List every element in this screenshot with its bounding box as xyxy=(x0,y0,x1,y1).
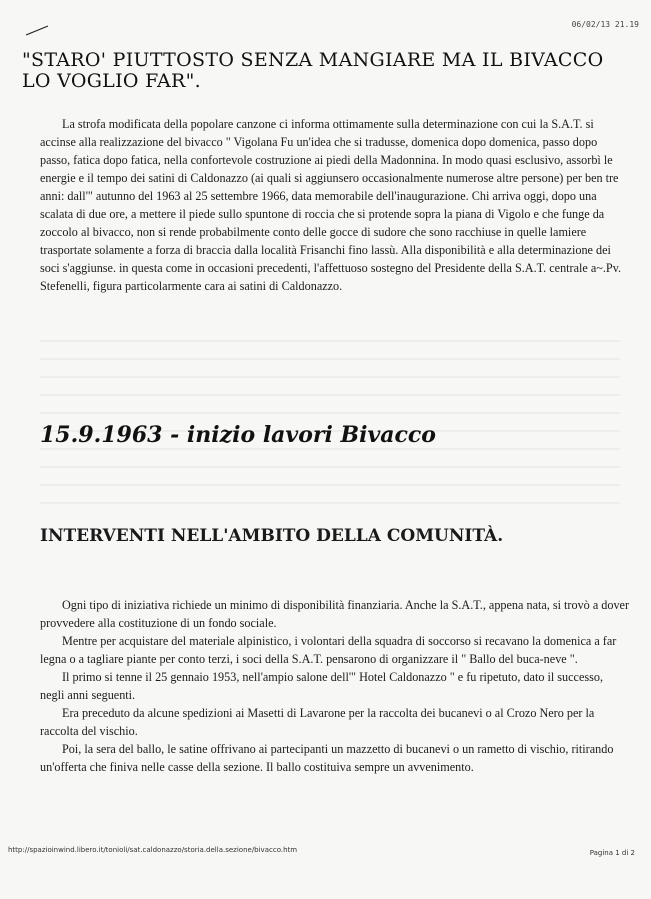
section-body xyxy=(40,596,630,776)
section-paragraph: Poi, la sera del ballo, le satine offrivano ai partecipanti un mazzetto di bucanevi o un rametto di vischio, ritirando un'offerta che finiva nelle casse della sezione. Il ballo costituiva sempre un avvenimento. xyxy=(40,742,614,774)
section-paragraph: Il primo si tenne il 25 gennaio 1953, nell'ampio salone dell'" Hotel Caldonazzo " e fu ripetuto, dato il successo, negli anni seguenti. xyxy=(40,670,603,702)
page-number: Pagina 1 di 2 xyxy=(589,849,635,857)
section-paragraph: Mentre per acquistare del materiale alpinistico, i volontari della squadra di soccorso si recavano la domenica a far legna o a tagliare piante per conto terzi, i soci della S.A.T. pensarono di organizzare il " Ballo del buca-neve ". xyxy=(40,634,617,666)
date-heading: 15.9.1963 - inizio lavori Bivacco xyxy=(40,422,436,448)
page-title: "STARO' PIUTTOSTO SENZA MANGIARE MA IL BIVACCO LO VOGLIO FAR". xyxy=(22,49,604,92)
print-timestamp: 06/02/13 21.19 xyxy=(571,20,639,29)
section-heading: INTERVENTI NELL'AMBITO DELLA COMUNITÀ. xyxy=(40,526,504,546)
pen-mark-icon xyxy=(24,24,50,36)
source-url-link[interactable]: http://spazioinwind.libero.it/tonioli/sat.caldonazzo/storia.della.sezione/bivacco.htm xyxy=(8,846,298,854)
intro-paragraph: La strofa modificata della popolare canzone ci informa ottimamente sulla determinazione con cui la S.A.T. si accinse alla realizzazione del bivacco " Vigolana Fu un'idea che si tradusse, domenica dopo domenica, passo dopo passo, fatica dopo fatica, nella confortevole costruzione ai piedi della Madonnina. In modo quasi esclusivo, assorbì le energie e il tempo dei satini di Caldonazzo (ai quali si aggiunsero occasionalmente numerose altre persone) per ben tre anni: dall'" autunno del 1963 al 25 settembre 1966, data memorabile dell'inaugurazione. Chi arriva oggi, dopo una scalata di due ore, a mettere il piede sullo spuntone di roccia che si protende sopra la piana di Vigolo e che funge da zoccolo al bivacco, non si rende probabilmente conto delle gocce di sudore che sono racchiuse in quelle lamiere trasportate solamente a forza di braccia dalla località Frisanchi fino lassù. Alla disponibilità e alla determinazione dei soci s'aggiunse. in questa come in occasioni precedenti, l'affettuoso sostegno del Presidente della S.A.T. centrale a~.Pv. Stefenelli, figura particolarmente cara ai satini di Caldonazzo. xyxy=(40,117,622,293)
section-paragraph: Ogni tipo di iniziativa richiede un minimo di disponibilità finanziaria. Anche la S.A.T., appena nata, si trovò a dover provvedere alla costituzione di un fondo sociale. xyxy=(40,598,630,630)
section-paragraph: Era preceduto da alcune spedizioni ai Masetti di Lavarone per la raccolta dei bucanevi o al Crozo Nero per la raccolta del vischio. xyxy=(40,706,595,738)
